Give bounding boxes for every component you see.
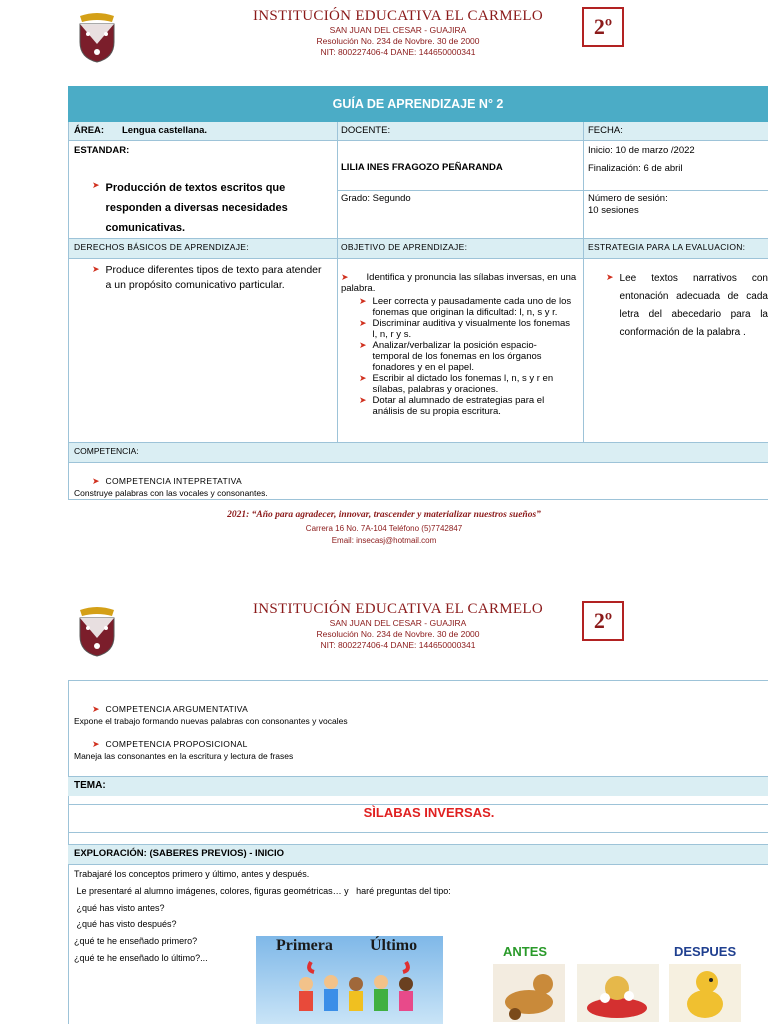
children-line-illustration — [256, 958, 443, 1024]
exploracion-line: Le presentaré al alumno imágenes, colores, figuras geométricas… y haré preguntas del tipo: — [74, 885, 451, 896]
dogs-illustration — [485, 962, 768, 1024]
objetivo-item: ➤ Analizar/verbalizar la posición espacio-temporal de los fonemas en los órganos fonadores y en el papel. — [359, 340, 542, 373]
sesion-value: 10 sesiones — [588, 205, 639, 216]
objetivo-list — [359, 296, 573, 417]
table-divider-2 — [583, 122, 584, 442]
estandar-item: ➤ Producción de textos escritos que responden a diversas necesidades comunicativas. — [92, 180, 288, 234]
row-line — [68, 258, 768, 259]
institution-nit: NIT: 800227406-4 DANE: 144650000341 — [320, 640, 476, 650]
institution-location: SAN JUAN DEL CESAR - GUAJIRA — [329, 25, 467, 35]
objetivo-item: ➤ Discriminar auditiva y visualmente los fonemas l, n, r y s. — [359, 318, 571, 340]
comp3-item: ➤ COMPETENCIA PROPOSICIONAL — [92, 739, 248, 749]
exploracion-line: ¿qué has visto después? — [74, 919, 177, 930]
area-label: ÁREA: — [74, 125, 105, 136]
row-line — [68, 462, 768, 463]
bullet-arrow-icon: ➤ — [92, 739, 100, 749]
row-line — [68, 442, 768, 443]
school-crest-logo — [72, 12, 122, 64]
exploracion-line: ¿qué te he enseñado lo último?... — [74, 952, 208, 963]
estrategia-block: ➤ Lee textos narrativos con entonación adecuada de cada letra del abecedario para la conformación de la palabra . — [606, 270, 768, 342]
ultimo-label: Último — [370, 937, 418, 954]
tema-label: TEMA: — [74, 780, 106, 791]
docente-divider — [338, 190, 583, 191]
objetivo-first: ➤ Identifica y pronuncia las sílabas inversas, en una palabra. — [341, 272, 577, 294]
exploracion-label: EXPLORACIÓN: (SABERES PREVIOS) - INICIO — [74, 848, 285, 859]
comp3-text: Maneja las consonantes en la escritura y lectura de frases — [74, 751, 294, 761]
row-line — [68, 776, 768, 777]
exploracion-line: ¿qué te he enseñado primero? — [74, 936, 198, 947]
institution-resolution: Resolución No. 234 de Novbre. 30 de 2000 — [316, 629, 480, 639]
tema-header — [68, 776, 768, 796]
table-divider-1 — [337, 122, 338, 442]
row-line — [68, 832, 768, 833]
institution-title: INSTITUCIÓN EDUCATIVA EL CARMELO — [252, 601, 543, 617]
sesion-label: Número de sesión: — [588, 193, 668, 204]
guide-title: GUÍA DE APRENDIZAJE N° 2 — [68, 86, 768, 122]
primera-label: Primera — [276, 937, 333, 954]
bullet-arrow-icon: ➤ — [92, 476, 100, 486]
bullet-arrow-icon: ➤ — [92, 704, 100, 714]
institution-nit: NIT: 800227406-4 DANE: 144650000341 — [320, 47, 476, 57]
estrategia-label: ESTRATEGIA PARA LA EVALUACION: — [588, 242, 746, 252]
footer-address: Carrera 16 No. 7A-104 Teléfono (5)7742847 — [305, 524, 463, 533]
footer-email[interactable]: Email: insecasj@hotmail.com — [331, 536, 437, 545]
comp1-item: ➤ COMPETENCIA INTEPRETATIVA — [92, 476, 242, 486]
despues-label: DESPUES — [674, 944, 737, 959]
bullet-arrow-icon: ➤ — [606, 272, 614, 282]
fecha-label: FECHA: — [588, 125, 623, 136]
institution-location: SAN JUAN DEL CESAR - GUAJIRA — [329, 618, 467, 628]
docente-name: LILIA INES FRAGOZO PEÑARANDA — [341, 162, 503, 173]
bullet-arrow-icon: ➤ — [359, 395, 367, 405]
bullet-arrow-icon: ➤ — [341, 272, 349, 282]
grado-text: Grado: Segundo — [341, 193, 411, 204]
antes-despues-image — [485, 936, 768, 1024]
objetivo-item: ➤ Dotar al alumnado de estrategias para el análisis de su propia escritura. — [359, 395, 545, 417]
area-value: Lengua castellana. — [122, 125, 208, 136]
row-line — [68, 499, 768, 500]
estandar-list — [92, 178, 322, 238]
competencia-header — [68, 442, 768, 462]
exploracion-line: ¿qué has visto antes? — [74, 902, 165, 913]
school-crest-logo — [72, 606, 122, 658]
dba-list — [92, 263, 322, 293]
row-line — [68, 864, 768, 865]
dba-label: DERECHOS BÁSICOS DE APRENDIZAJE: — [74, 242, 249, 252]
institution-title: INSTITUCIÓN EDUCATIVA EL CARMELO — [252, 8, 543, 24]
bullet-arrow-icon: ➤ — [359, 296, 367, 306]
bullet-arrow-icon: ➤ — [92, 180, 100, 190]
grade-box: 2º — [582, 601, 624, 641]
row-line — [68, 844, 768, 845]
row-line — [68, 140, 768, 141]
grade-box: 2º — [582, 7, 624, 47]
inicio-text: Inicio: 10 de marzo /2022 — [588, 145, 695, 156]
table-border-left — [68, 122, 69, 500]
comp2-text: Expone el trabajo formando nuevas palabras con consonantes y vocales — [74, 716, 348, 726]
comp2-item: ➤ COMPETENCIA ARGUMENTATIVA — [92, 704, 249, 714]
bullet-arrow-icon: ➤ — [359, 373, 367, 383]
exploracion-line: Trabajaré los conceptos primero y último, antes y después. — [74, 869, 310, 879]
institution-resolution: Resolución No. 234 de Novbre. 30 de 2000 — [316, 36, 480, 46]
primera-ultimo-image — [256, 936, 443, 1024]
row-line — [68, 238, 768, 239]
finalizacion-text: Finalización: 6 de abril — [588, 163, 683, 174]
competencia-label: COMPETENCIA: — [74, 446, 139, 456]
objetivo-item: ➤ Escribir al dictado los fonemas l, n, s y r en sílabas, palabras y oraciones. — [359, 373, 554, 395]
bullet-arrow-icon: ➤ — [92, 264, 100, 274]
comp1-text: Construye palabras con las vocales y consonantes. — [74, 488, 268, 498]
antes-label: ANTES — [503, 944, 548, 959]
bullet-arrow-icon: ➤ — [359, 340, 367, 350]
fecha-divider — [584, 190, 768, 191]
footer-motto: 2021: “Año para agradecer, innovar, trascender y materializar nuestros sueños” — [227, 510, 541, 520]
docente-label: DOCENTE: — [341, 125, 391, 136]
dba-item: ➤ Produce diferentes tipos de texto para atender a un propósito comunicativo particular. — [92, 264, 322, 291]
row-line — [68, 680, 768, 681]
bullet-arrow-icon: ➤ — [359, 318, 367, 328]
objetivo-item: ➤ Leer correcta y pausadamente cada uno de los fonemas que originan la dificultad: l, n, s y r. — [359, 296, 572, 318]
estandar-label: ESTANDAR: — [74, 145, 130, 156]
objetivo-label: OBJETIVO DE APRENDIZAJE: — [341, 242, 468, 252]
tema-value: SÌLABAS INVERSAS. — [363, 805, 495, 820]
